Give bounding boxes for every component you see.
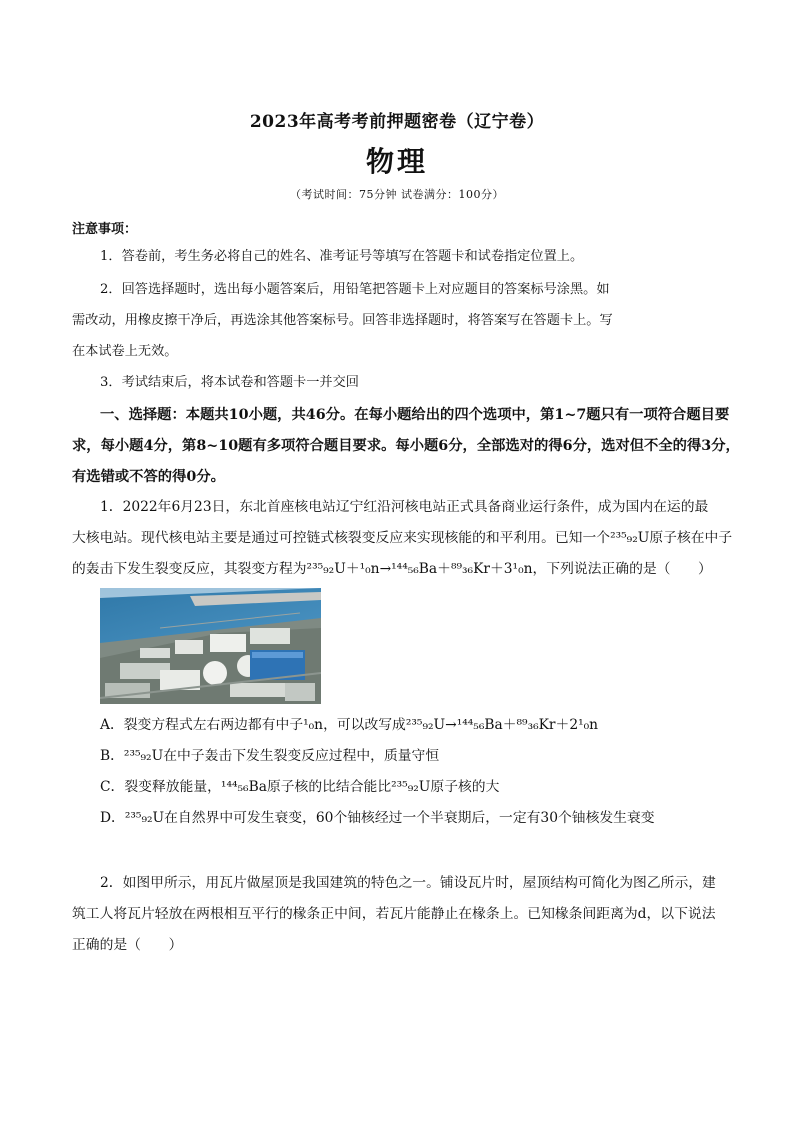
question-1-option-a: A．裂变方程式左右两边都有中子¹₀n，可以改写成²³⁵₉₂U→¹⁴⁴₅₆Ba＋⁸⁹₃₆Kr＋2¹₀n xyxy=(100,717,599,733)
notice-item-2-line-3: 在本试卷上无效。 xyxy=(72,344,178,359)
question-2-line-3: 正确的是（ ） xyxy=(72,937,183,953)
question-1-line-3: 的轰击下发生裂变反应，其裂变方程为²³⁵₉₂U＋¹₀n→¹⁴⁴₅₆Ba＋⁸⁹₃₆Kr＋3¹₀n，下列说法正确的是（ ） xyxy=(72,561,712,577)
section-heading-line-1: 一、选择题：本题共10小题，共46分。在每小题给出的四个选项中，第1~7题只有一项符合题目要 xyxy=(100,407,730,423)
exam-title: 2023年高考考前押题密卷（辽宁卷） xyxy=(249,112,545,132)
question-2-line-1: 2．如图甲所示，用瓦片做屋顶是我国建筑的特色之一。铺设瓦片时，屋顶结构可简化为图乙所示，建 xyxy=(100,875,716,891)
question-2-line-2: 筑工人将瓦片轻放在两根相互平行的椽条正中间，若瓦片能静止在椽条上。已知椽条间距离为d，以下说法 xyxy=(72,906,716,922)
question-1-line-2: 大核电站。现代核电站主要是通过可控链式核裂变反应来实现核能的和平利用。已知一个²³⁵₉₂U原子核在中子 xyxy=(72,530,733,546)
question-1-line-1: 1．2022年6月23日，东北首座核电站辽宁红沿河核电站正式具备商业运行条件，成为国内在运的最 xyxy=(100,499,709,515)
nuclear-plant-photo xyxy=(100,588,321,704)
exam-info: （考试时间：75分钟 试卷满分：100分） xyxy=(290,188,504,201)
notice-item-2-line-2: 需改动，用橡皮擦干净后，再选涂其他答案标号。回答非选择题时，将答案写在答题卡上。写 xyxy=(72,313,613,328)
question-1-option-d: D．²³⁵₉₂U在自然界中可发生衰变，60个铀核经过一个半衰期后，一定有30个铀核发生衰变 xyxy=(100,810,655,826)
section-heading-line-2: 求，每小题4分，第8~10题有多项符合题目要求。每小题6分，全部选对的得6分，选对但不全的得3分， xyxy=(72,438,740,454)
question-1-option-b: B．²³⁵₉₂U在中子轰击下发生裂变反应过程中，质量守恒 xyxy=(100,748,440,764)
notice-item-2-line-1: 2．回答选择题时，选出每小题答案后，用铅笔把答题卡上对应题目的答案标号涂黑。如 xyxy=(100,282,610,297)
notice-heading: 注意事项： xyxy=(72,222,138,237)
subject-title: 物理 xyxy=(365,145,428,178)
notice-item-1: 1．答卷前，考生务必将自己的姓名、准考证号等填写在答题卡和试卷指定位置上。 xyxy=(100,249,584,264)
question-1-option-c: C．裂变释放能量，¹⁴⁴₅₆Ba原子核的比结合能比²³⁵₉₂U原子核的大 xyxy=(100,779,500,795)
section-heading-line-3: 有选错或不答的得0分。 xyxy=(72,469,225,485)
notice-item-3: 3．考试结束后，将本试卷和答题卡一并交回 xyxy=(100,375,359,390)
